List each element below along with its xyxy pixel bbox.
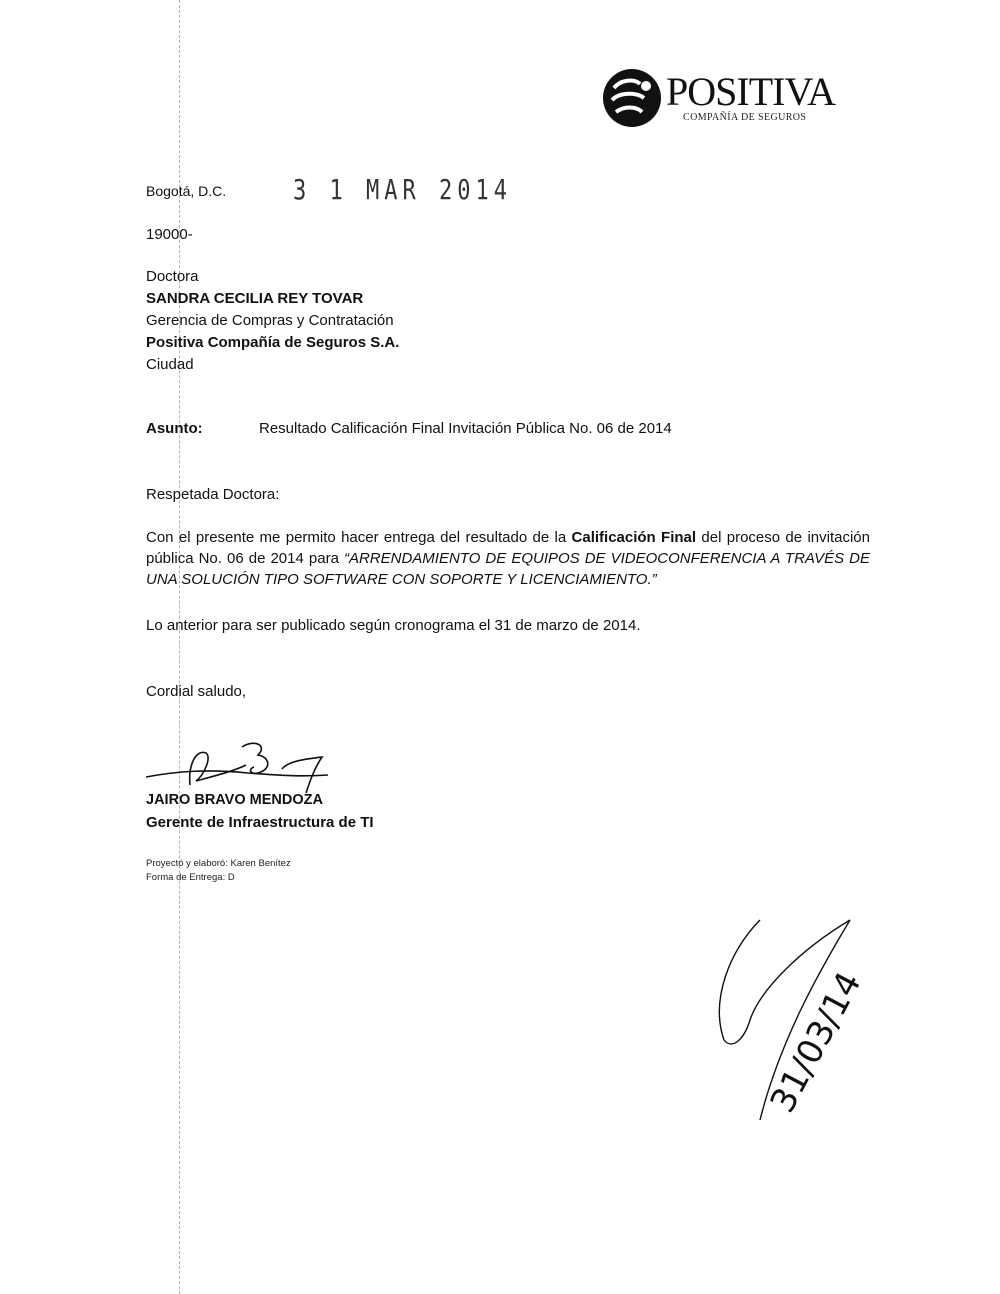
logo-name: POSITIVA — [666, 69, 836, 114]
p1-italic: “ARRENDAMIENTO DE EQUIPOS DE VIDEOCONFERENCIA A TRAVÉS DE UNA SOLUCIÓN TIPO SOFTWARE CON SOPORTE Y LICENCIAMIENTO.” — [146, 550, 870, 588]
handwritten-initials-date — [700, 900, 920, 1140]
greeting: Respetada Doctora: — [146, 486, 280, 503]
recipient-name: SANDRA CECILIA REY TOVAR — [146, 290, 364, 307]
p1-middle: del proceso de invitación pública No. 06 de 2014 para — [146, 529, 870, 567]
body-paragraph-1 — [146, 527, 870, 590]
delivery-form: Forma de Entrega: D — [146, 872, 235, 883]
date-stamp: 3 1 MAR 2014 — [293, 175, 512, 207]
p1-bold: Calificación Final — [571, 529, 697, 546]
signer-name: JAIRO BRAVO MENDOZA — [146, 792, 323, 808]
recipient-department: Gerencia de Compras y Contratación — [146, 312, 394, 329]
company-logo — [600, 66, 850, 130]
prepared-by: Proyectó y elaboró: Karen Benítez — [146, 858, 291, 869]
recipient-title: Doctora — [146, 268, 199, 285]
recipient-company: Positiva Compañía de Seguros S.A. — [146, 334, 400, 351]
logo-emblem-icon — [600, 66, 664, 130]
recipient-city: Ciudad — [146, 356, 194, 373]
closing: Cordial saludo, — [146, 683, 247, 700]
subject-label: Asunto: — [146, 420, 203, 437]
p1-start: Con el presente me permito hacer entrega del resultado de la — [146, 529, 572, 546]
body-paragraph-2: Lo anterior para ser publicado según cronograma el 31 de marzo de 2014. — [146, 617, 641, 634]
signer-title: Gerente de Infraestructura de TI — [146, 814, 374, 831]
logo-subtitle: COMPAÑÍA DE SEGUROS — [683, 112, 807, 123]
subject-text: Resultado Calificación Final Invitación Pública No. 06 de 2014 — [259, 420, 672, 437]
city-date-label: Bogotá, D.C. — [146, 183, 227, 199]
handwritten-date: 31/03/14 — [762, 965, 870, 1120]
reference-number: 19000- — [146, 226, 193, 243]
handwritten-signature — [138, 735, 358, 795]
